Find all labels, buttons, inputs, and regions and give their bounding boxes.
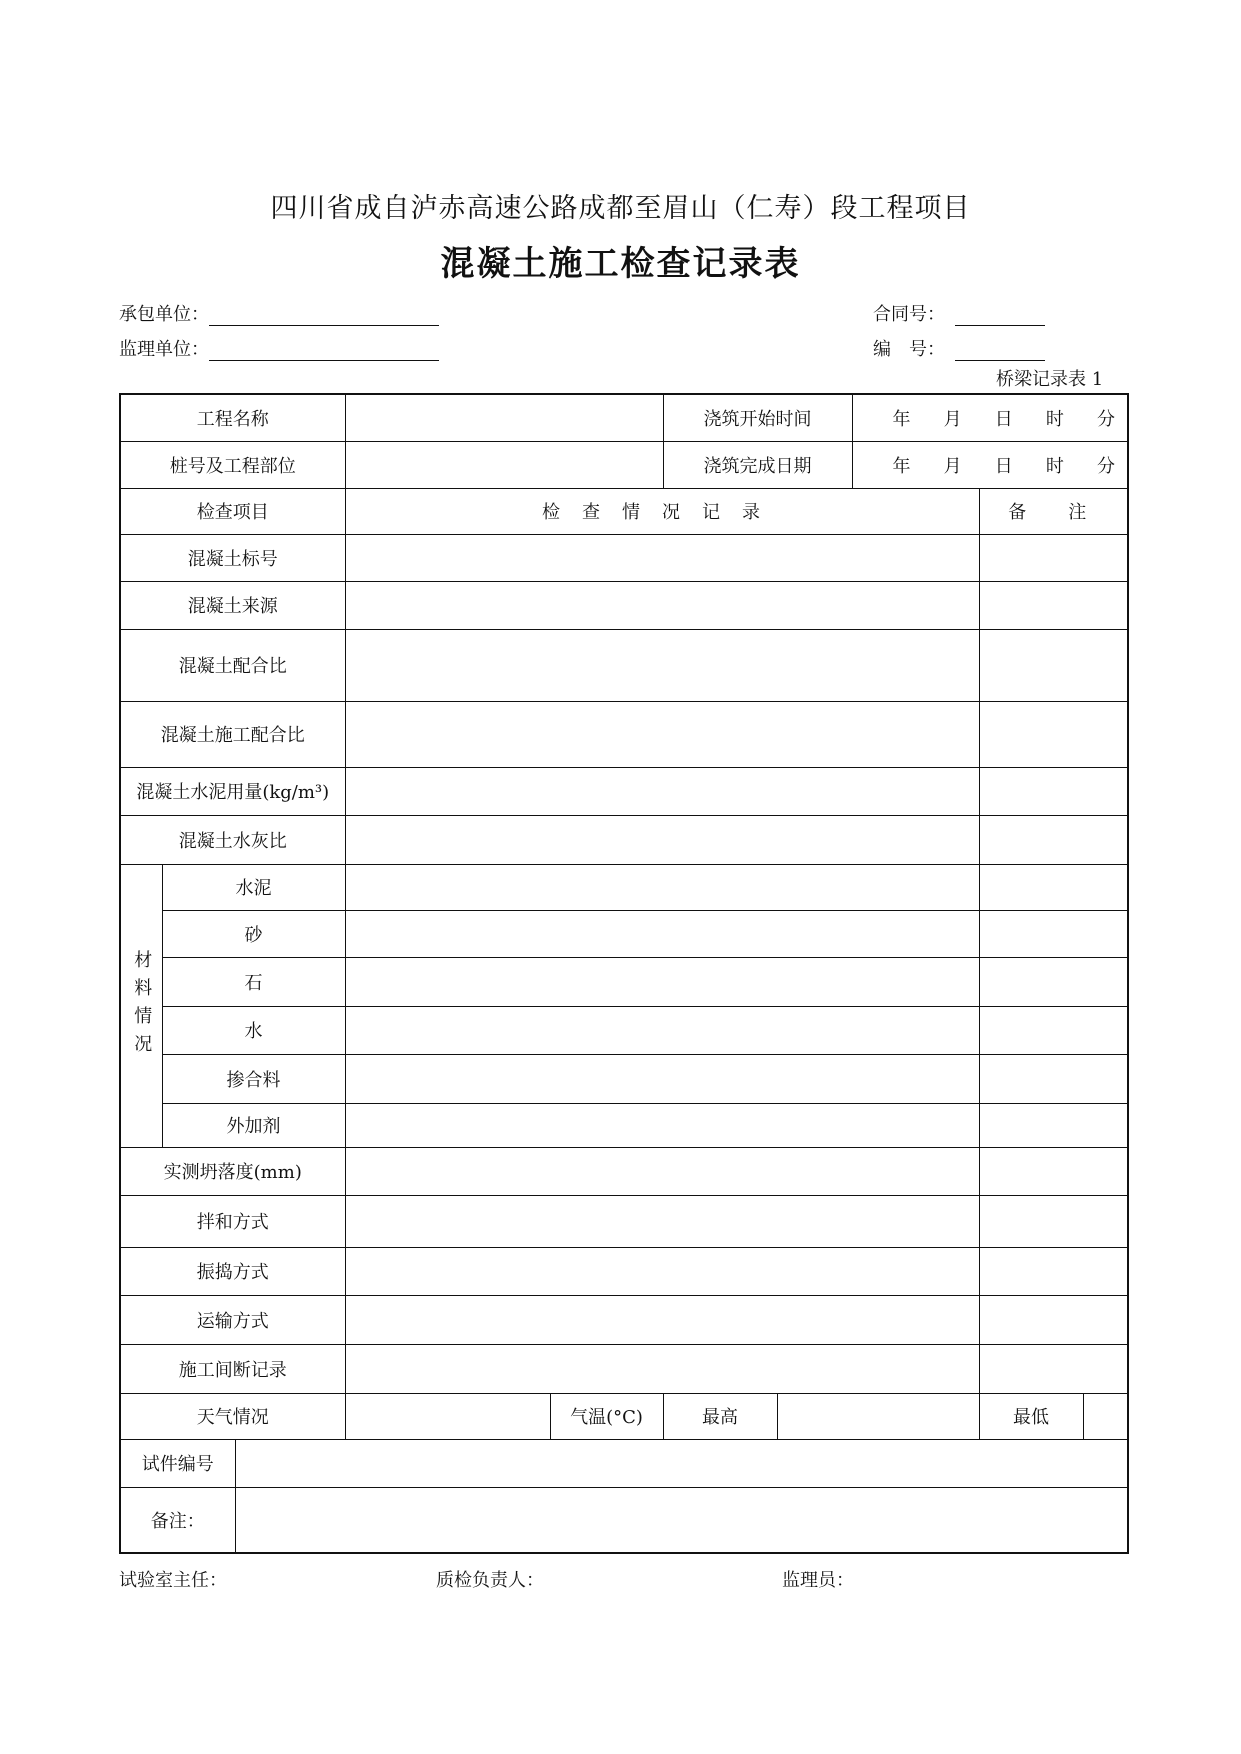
pour-end-value[interactable] <box>852 441 1128 488</box>
lab-director-signature: 试验室主任： <box>119 1570 227 1591</box>
contractor-label: 承包单位： <box>119 304 209 325</box>
row-record[interactable] <box>345 534 979 581</box>
row-record[interactable] <box>345 815 979 864</box>
pile-location-label: 桩号及工程部位 <box>120 441 345 488</box>
supervisor-unit-label: 监理单位： <box>119 339 209 360</box>
row-record[interactable] <box>345 1195 979 1247</box>
project-name-value[interactable] <box>345 394 663 441</box>
row-record[interactable] <box>345 1247 979 1295</box>
table-row <box>120 1295 1128 1344</box>
row-remark[interactable] <box>979 1295 1128 1344</box>
qc-person-signature: 质检负责人： <box>436 1570 544 1591</box>
material-row <box>120 910 1128 957</box>
material-label: 水泥 <box>162 864 345 910</box>
table-row <box>120 1147 1128 1195</box>
table-row <box>120 534 1128 581</box>
row-label: 混凝土施工配合比 <box>120 701 345 767</box>
row-record[interactable] <box>345 1147 979 1195</box>
row-remark[interactable] <box>979 815 1128 864</box>
row-label: 施工间断记录 <box>120 1344 345 1393</box>
row-remark[interactable] <box>979 1147 1128 1195</box>
min-temp-value[interactable] <box>1083 1393 1128 1439</box>
contractor-row <box>119 300 439 326</box>
table-row <box>120 629 1128 701</box>
row-record[interactable] <box>345 1344 979 1393</box>
material-remark[interactable] <box>979 864 1128 910</box>
material-row <box>120 1054 1128 1103</box>
remark-row <box>120 1487 1128 1553</box>
table-row <box>120 1247 1128 1295</box>
specimen-value[interactable] <box>235 1439 1128 1487</box>
pour-start-label: 浇筑开始时间 <box>663 394 852 441</box>
project-title: 四川省成自泸赤高速公路成都至眉山（仁寿）段工程项目 <box>270 193 971 224</box>
month-unit: 月 <box>943 408 962 430</box>
day-unit: 日 <box>994 408 1013 430</box>
row-remark[interactable] <box>979 1247 1128 1295</box>
row-label: 混凝土标号 <box>120 534 345 581</box>
material-group-label <box>120 864 162 1147</box>
month-unit: 月 <box>943 455 962 477</box>
row-label: 混凝土水泥用量(kg/m³) <box>120 767 345 815</box>
specimen-row <box>120 1439 1128 1487</box>
material-record[interactable] <box>345 1006 979 1054</box>
check-item-header: 检查项目 <box>120 488 345 534</box>
year-unit: 年 <box>892 408 911 430</box>
year-unit: 年 <box>892 455 911 477</box>
day-unit: 日 <box>994 455 1013 477</box>
row-record[interactable] <box>345 629 979 701</box>
supervisor-signature: 监理员： <box>782 1570 854 1591</box>
material-row <box>120 1103 1128 1147</box>
material-label: 外加剂 <box>162 1103 345 1147</box>
row-label: 实测坍落度(mm) <box>120 1147 345 1195</box>
serial-no-row <box>873 335 1045 361</box>
supervisor-unit-row <box>119 335 439 361</box>
material-row <box>120 957 1128 1006</box>
material-label: 砂 <box>162 910 345 957</box>
row-label: 拌和方式 <box>120 1195 345 1247</box>
material-remark[interactable] <box>979 1054 1128 1103</box>
row-remark[interactable] <box>979 1195 1128 1247</box>
minute-unit: 分 <box>1097 455 1115 477</box>
material-label: 水 <box>162 1006 345 1054</box>
row-remark[interactable] <box>979 629 1128 701</box>
row-record[interactable] <box>345 701 979 767</box>
check-record-header: 检查情况记录 <box>345 488 979 534</box>
contract-no-label: 合同号： <box>873 304 945 325</box>
supervisor-unit-field[interactable] <box>209 342 439 361</box>
material-row <box>120 864 1128 910</box>
contractor-field[interactable] <box>209 307 439 326</box>
contract-no-field[interactable] <box>955 307 1045 326</box>
pour-start-value[interactable] <box>852 394 1128 441</box>
min-temp-label: 最低 <box>979 1393 1083 1439</box>
contract-no-row <box>873 300 1045 326</box>
material-label: 石 <box>162 957 345 1006</box>
remark-label: 备注： <box>120 1487 235 1553</box>
table-row <box>120 767 1128 815</box>
material-remark[interactable] <box>979 1006 1128 1054</box>
material-label: 掺合料 <box>162 1054 345 1103</box>
form-title: 混凝土施工检查记录表 <box>440 244 801 284</box>
row-record[interactable] <box>345 581 979 629</box>
row-record[interactable] <box>345 1295 979 1344</box>
material-remark[interactable] <box>979 1103 1128 1147</box>
row-remark[interactable] <box>979 701 1128 767</box>
row-record[interactable] <box>345 767 979 815</box>
form-code: 桥梁记录表 1 <box>996 369 1104 390</box>
material-remark[interactable] <box>979 910 1128 957</box>
row-label: 振捣方式 <box>120 1247 345 1295</box>
table-row <box>120 581 1128 629</box>
material-record[interactable] <box>345 864 979 910</box>
remark-header: 备 注 <box>979 488 1128 534</box>
minute-unit: 分 <box>1097 408 1115 430</box>
weather-row <box>120 1393 1128 1439</box>
pile-location-value[interactable] <box>345 441 663 488</box>
row-remark[interactable] <box>979 534 1128 581</box>
row-remark[interactable] <box>979 1344 1128 1393</box>
material-record[interactable] <box>345 1054 979 1103</box>
hour-unit: 时 <box>1045 455 1064 477</box>
max-temp-label: 最高 <box>663 1393 777 1439</box>
weather-label: 天气情况 <box>120 1393 345 1439</box>
temperature-label: 气温(°C) <box>550 1393 663 1439</box>
table-row <box>120 701 1128 767</box>
project-name-label: 工程名称 <box>120 394 345 441</box>
material-record[interactable] <box>345 910 979 957</box>
material-row <box>120 1006 1128 1054</box>
weather-value[interactable] <box>345 1393 550 1439</box>
material-record[interactable] <box>345 1103 979 1147</box>
max-temp-value[interactable] <box>777 1393 979 1439</box>
remark-value[interactable] <box>235 1487 1128 1553</box>
material-record[interactable] <box>345 957 979 1006</box>
row-label: 混凝土配合比 <box>120 629 345 701</box>
row-remark[interactable] <box>979 767 1128 815</box>
table-row <box>120 1344 1128 1393</box>
pour-end-label: 浇筑完成日期 <box>663 441 852 488</box>
material-remark[interactable] <box>979 957 1128 1006</box>
serial-no-label: 编 号： <box>873 339 945 360</box>
material-group-text: 材料情况 <box>131 949 153 1062</box>
inspection-table <box>119 393 1129 1554</box>
row-label: 混凝土来源 <box>120 581 345 629</box>
row-label: 混凝土水灰比 <box>120 815 345 864</box>
table-row <box>120 1195 1128 1247</box>
row-label: 运输方式 <box>120 1295 345 1344</box>
serial-no-field[interactable] <box>955 342 1045 361</box>
row-remark[interactable] <box>979 581 1128 629</box>
hour-unit: 时 <box>1045 408 1064 430</box>
table-row <box>120 815 1128 864</box>
specimen-label: 试件编号 <box>120 1439 235 1487</box>
